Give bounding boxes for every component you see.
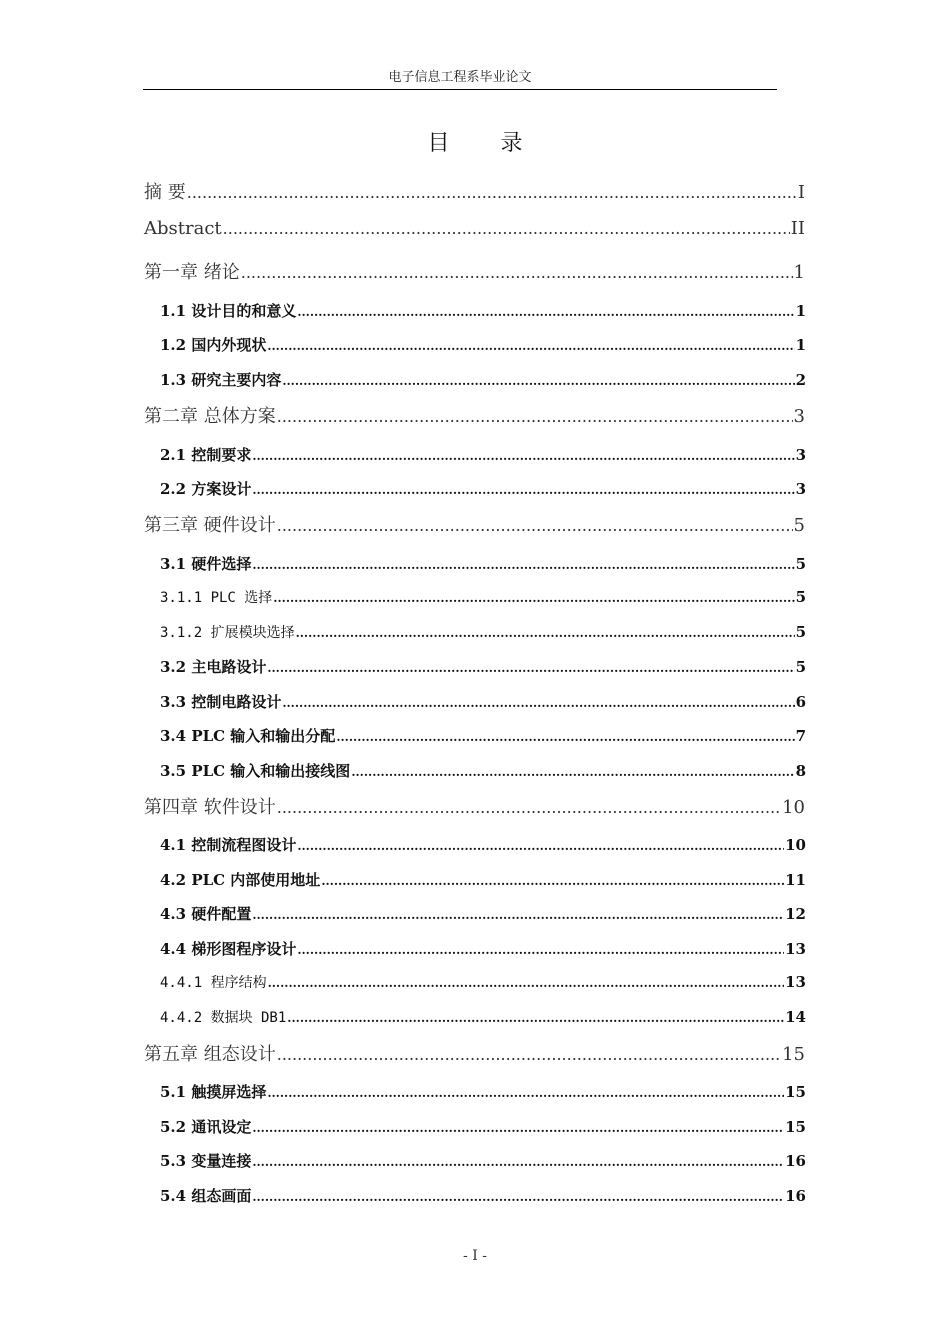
toc-entry-label: 3.3 控制电路设计 [160, 693, 282, 711]
toc-entry[interactable] [160, 1150, 806, 1171]
toc-leader-dots [268, 976, 785, 990]
toc-entry-page: 1 [795, 336, 806, 354]
toc-leader-dots [297, 305, 794, 319]
toc-entry-label: 5.1 触摸屏选择 [160, 1083, 267, 1101]
toc-entry-page: 1 [795, 302, 806, 320]
toc-entry-label: 4.4.2 数据块 DB1 [160, 1010, 287, 1026]
toc-entry-page: 2 [795, 371, 806, 389]
toc-leader-dots [252, 558, 794, 572]
toc-entry-page: 5 [795, 588, 806, 606]
toc-leader-dots [252, 908, 784, 922]
toc-leader-dots [252, 483, 794, 497]
toc-title: 目 录 [427, 131, 545, 156]
toc-entry-label: 3.5 PLC 输入和输出接线图 [160, 762, 351, 780]
toc-entry-label: 第四章 软件设计 [144, 797, 276, 818]
toc-entry[interactable] [160, 869, 806, 890]
toc-entry[interactable] [160, 553, 806, 574]
toc-entry[interactable] [160, 1081, 806, 1102]
running-header: 电子信息工程系毕业论文 [143, 66, 777, 90]
toc-entry-page: 3 [795, 480, 806, 498]
toc-leader-dots [267, 339, 794, 353]
toc-entry-label: 3.1 硬件选择 [160, 555, 252, 573]
toc-entry-label: 2.1 控制要求 [160, 446, 252, 464]
toc-leader-dots [277, 798, 781, 817]
toc-entry-label: 第二章 总体方案 [144, 406, 276, 427]
toc-entry-page: 5 [795, 623, 806, 641]
toc-entry-label: 摘 要 [144, 182, 186, 203]
toc-entry[interactable] [144, 1040, 805, 1066]
toc-entry[interactable] [144, 402, 805, 428]
toc-entry-page: 15 [782, 1044, 805, 1065]
toc-leader-dots [267, 661, 794, 675]
toc-entry[interactable] [160, 334, 806, 355]
toc-leader-dots [282, 374, 794, 388]
toc-leader-dots [277, 1045, 781, 1064]
toc-entry-label: 2.2 方案设计 [160, 480, 252, 498]
toc-leader-dots [277, 516, 793, 535]
toc-leader-dots [351, 765, 794, 779]
toc-entry-page: 13 [785, 973, 806, 991]
toc-entry[interactable] [144, 511, 805, 537]
toc-entry-page: 15 [785, 1083, 806, 1101]
toc-entry-label: 3.1.1 PLC 选择 [160, 590, 273, 606]
toc-entry[interactable] [160, 300, 806, 321]
toc-leader-dots [252, 1155, 784, 1169]
toc-entry[interactable] [160, 725, 806, 746]
toc-leader-dots [297, 839, 784, 853]
toc-entry-label: 5.2 通讯设定 [160, 1118, 252, 1136]
toc-entry[interactable] [160, 444, 806, 465]
toc-entry-page: 3 [793, 406, 805, 427]
toc-entry-page: 7 [795, 727, 806, 745]
toc-entry-page: 5 [795, 555, 806, 573]
toc-entry-page: 5 [795, 658, 806, 676]
toc-entry[interactable] [160, 903, 806, 924]
toc-entry-page: 10 [782, 797, 805, 818]
toc-entry[interactable] [144, 178, 805, 204]
toc-entry[interactable] [160, 478, 806, 499]
toc-entry-label: 第三章 硬件设计 [144, 515, 276, 536]
toc-entry-page: 15 [785, 1118, 806, 1136]
toc-entry-page: II [790, 218, 805, 239]
toc-entry[interactable] [160, 622, 806, 642]
toc-entry-label: 3.1.2 扩展模块选择 [160, 625, 295, 641]
toc-leader-dots [282, 696, 794, 710]
toc-leader-dots [252, 1121, 784, 1135]
toc-entry-label: 1.2 国内外现状 [160, 336, 267, 354]
toc-entry[interactable] [160, 691, 806, 712]
toc-entry-label: 1.1 设计目的和意义 [160, 302, 297, 320]
toc-leader-dots [252, 1190, 784, 1204]
toc-entry-page: 8 [795, 762, 806, 780]
toc-leader-dots [252, 449, 794, 463]
toc-leader-dots [287, 1011, 784, 1025]
toc-entry-page: 5 [793, 515, 805, 536]
toc-entry[interactable] [144, 258, 805, 284]
toc-entry-label: 5.3 变量连接 [160, 1152, 252, 1170]
toc-entry-page: 14 [785, 1008, 806, 1026]
toc-entry[interactable] [160, 760, 806, 781]
toc-entry-page: 6 [795, 693, 806, 711]
toc-leader-dots [277, 407, 793, 426]
toc-leader-dots [241, 263, 793, 282]
toc-entry[interactable] [144, 793, 805, 819]
toc-entry[interactable] [160, 972, 806, 992]
toc-entry[interactable] [160, 1007, 806, 1027]
toc-entry[interactable] [160, 1185, 806, 1206]
toc-entry-label: 5.4 组态画面 [160, 1187, 252, 1205]
toc-leader-dots [336, 730, 794, 744]
toc-entry[interactable] [160, 587, 806, 607]
toc-leader-dots [223, 219, 790, 238]
toc-leader-dots [267, 1086, 784, 1100]
toc-entry-label: 第五章 组态设计 [144, 1044, 276, 1065]
toc-entry[interactable] [160, 369, 806, 390]
toc-entry-label: 4.4 梯形图程序设计 [160, 940, 297, 958]
toc-entry-page: 11 [785, 871, 806, 889]
toc-entry-page: 16 [785, 1187, 806, 1205]
toc-entry-label: 4.2 PLC 内部使用地址 [160, 871, 321, 889]
toc-entry-page: I [797, 182, 805, 203]
toc-leader-dots [296, 626, 795, 640]
toc-entry-label: 4.1 控制流程图设计 [160, 836, 297, 854]
toc-entry-label: 第一章 绪论 [144, 262, 240, 283]
toc-entry-page: 13 [785, 940, 806, 958]
toc-leader-dots [297, 943, 784, 957]
toc-entry[interactable] [160, 938, 806, 959]
toc-entry-page: 10 [785, 836, 806, 854]
toc-entry-label: 4.3 硬件配置 [160, 905, 252, 923]
toc-entry-label: 3.4 PLC 输入和输出分配 [160, 727, 336, 745]
page-number: - I - [463, 1248, 487, 1264]
toc-entry-page: 12 [785, 905, 806, 923]
toc-entry-label: 1.3 研究主要内容 [160, 371, 282, 389]
toc-entry-page: 3 [795, 446, 806, 464]
toc-leader-dots [187, 183, 797, 202]
toc-entry[interactable] [160, 656, 806, 677]
toc-entry[interactable] [160, 834, 806, 855]
toc-entry-label: 4.4.1 程序结构 [160, 975, 267, 991]
toc-entry[interactable] [144, 218, 805, 239]
toc-entry[interactable] [160, 1116, 806, 1137]
toc-entry-label: Abstract [144, 218, 222, 239]
toc-entry-page: 1 [793, 262, 805, 283]
toc-entry-label: 3.2 主电路设计 [160, 658, 267, 676]
toc-entry-page: 16 [785, 1152, 806, 1170]
toc-leader-dots [321, 874, 784, 888]
toc-leader-dots [273, 591, 794, 605]
